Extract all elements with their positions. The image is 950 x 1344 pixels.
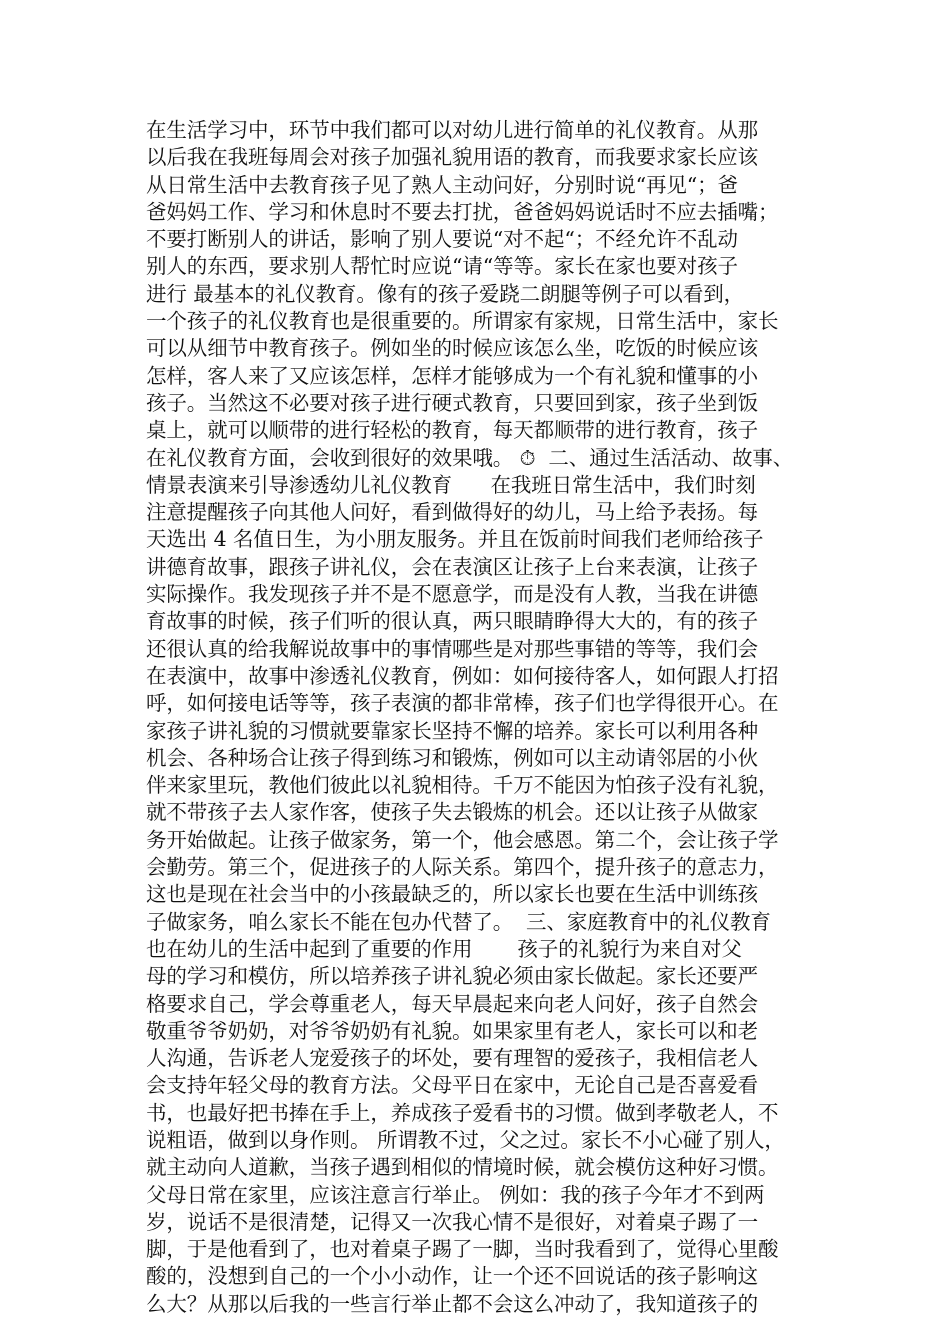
text-line: 母的学习和模仿，所以培养孩子讲礼貌必须由家长做起。家长还要严 (146, 964, 758, 989)
text-line: 务开始做起。让孩子做家务，第一个，他会感恩。第二个，会让孩子学 (146, 827, 779, 852)
text-line: 讲德育故事，跟孩子讲礼仪，会在表演区让孩子上台来表演，让孩子 (146, 554, 758, 579)
text-line: 敬重爷爷奶奶，对爷爷奶奶有礼貌。如果家里有老人，家长可以和老 (146, 1018, 758, 1043)
text-line: 可以从细节中教育孩子。例如坐的时候应该怎么坐，吃饭的时候应该 (146, 336, 758, 361)
text-line: 进行 最基本的礼仪教育。像有的孩子爱跷二朗腿等例子可以看到， (146, 281, 745, 306)
text-line: 也在幼儿的生活中起到了重要的作用 孩子的礼貌行为来自对父 (146, 936, 742, 961)
text-line: 会勤劳。第三个，促进孩子的人际关系。第四个，提升孩子的意志力， (146, 855, 779, 880)
text-line: 实际操作。我发现孩子并不是不愿意学，而是没有人教，当我在讲德 (146, 582, 758, 607)
text-line: 孩子。当然这不必要对孩子进行硬式教育，只要回到家，孩子坐到饭 (146, 390, 758, 415)
text-line: 家孩子讲礼貌的习惯就要靠家长坚持不懈的培养。家长可以利用各种 (146, 718, 758, 743)
body-text (146, 117, 826, 1318)
text-line: 会支持年轻父母的教育方法。父母平日在家中，无论自己是否喜爱看 (146, 1073, 758, 1098)
text-line: 别人的东西，要求别人帮忙时应说“请“等等。家长在家也要对孩子 (146, 254, 738, 279)
text-line: 人沟通，告诉老人宠爱孩子的坏处，要有理智的爱孩子，我相信老人 (146, 1046, 758, 1071)
text-line: 情景表演来引导渗透幼儿礼仪教育 在我班日常生活中，我们时刻 (146, 472, 756, 497)
text-line: 父母日常在家里，应该注意言行举止。 例如：我的孩子今年才不到两 (146, 1182, 765, 1207)
text-line: 在表演中，故事中渗透礼仪教育，例如：如何接待客人，如何跟人打招 (146, 663, 779, 688)
text-line: 怎样，客人来了又应该怎样，怎样才能够成为一个有礼貌和懂事的小 (146, 363, 758, 388)
text-line: 从日常生活中去教育孩子见了熟人主动问好，分别时说“再见“；爸 (146, 172, 738, 197)
text-line: 爸妈妈工作、学习和休息时不要去打扰，爸爸妈妈说话时不应去插嘴； (146, 199, 779, 224)
text-line: 在礼仪教育方面，会收到很好的效果哦。 ⏱ 二、通过生活活动、故事、 (146, 445, 794, 470)
text-line: 还很认真的给我解说故事中的事情哪些是对那些事错的等等，我们会 (146, 636, 758, 661)
text-line: 伴来家里玩，教他们彼此以礼貌相待。千万不能因为怕孩子没有礼貌， (146, 773, 779, 798)
text-line: 就不带孩子去人家作客，使孩子失去锻炼的机会。还以让孩子从做家 (146, 800, 758, 825)
text-line: 呼，如何接电话等等，孩子表演的都非常棒，孩子们也学得很开心。在 (146, 691, 779, 716)
text-line: 机会、各种场合让孩子得到练习和锻炼，例如可以主动请邻居的小伙 (146, 745, 758, 770)
text-line: 脚，于是他看到了，也对着桌子踢了一脚，当时我看到了，觉得心里酸 (146, 1237, 779, 1262)
text-line: 么大？从那以后我的一些言行举止都不会这么冲动了，我知道孩子的 (146, 1291, 758, 1316)
text-line: 酸的，没想到自己的一个小小动作，让一个还不回说话的孩子影响这 (146, 1264, 758, 1289)
text-line: 一个孩子的礼仪教育也是很重要的。所谓家有家规，日常生活中，家长 (146, 309, 779, 334)
text-line: 子做家务，咱么家长不能在包办代替了。 三、家庭教育中的礼仪教育 (146, 909, 771, 934)
text-line: 不要打断别人的讲话，影响了别人要说“对不起“；不经允许不乱动 (146, 227, 738, 252)
text-line: 注意提醒孩子向其他人问好，看到做得好的幼儿，马上给予表扬。每 (146, 500, 758, 525)
text-line: 育故事的时候，孩子们听的很认真，两只眼睛睁得大大的，有的孩子 (146, 609, 758, 634)
text-line: 桌上，就可以顺带的进行轻松的教育，每天都顺带的进行教育，孩子 (146, 418, 758, 443)
text-line: 说粗语，做到以身作则。 所谓教不过，父之过。家长不小心碰了别人， (146, 1127, 785, 1152)
text-line: 以后我在我班每周会对孩子加强礼貌用语的教育，而我要求家长应该 (146, 145, 758, 170)
text-line: 格要求自己，学会尊重老人，每天早晨起来向老人问好，孩子自然会 (146, 991, 758, 1016)
text-line: 这也是现在社会当中的小孩最缺乏的，所以家长也要在生活中训练孩 (146, 882, 758, 907)
text-line: 书，也最好把书捧在手上，养成孩子爱看书的习惯。做到孝敬老人，不 (146, 1100, 779, 1125)
text-line: 在生活学习中，环节中我们都可以对幼儿进行简单的礼仪教育。从那 (146, 118, 758, 142)
text-line: 岁，说话不是很清楚，记得又一次我心情不是很好，对着桌子踢了一 (146, 1209, 758, 1234)
text-line: 就主动向人道歉，当孩子遇到相似的情境时候，就会模仿这种好习惯。 (146, 1155, 779, 1180)
text-line: 天选出 4 名值日生，为小朋友服务。并且在饭前时间我们老师给孩子 (146, 527, 764, 552)
